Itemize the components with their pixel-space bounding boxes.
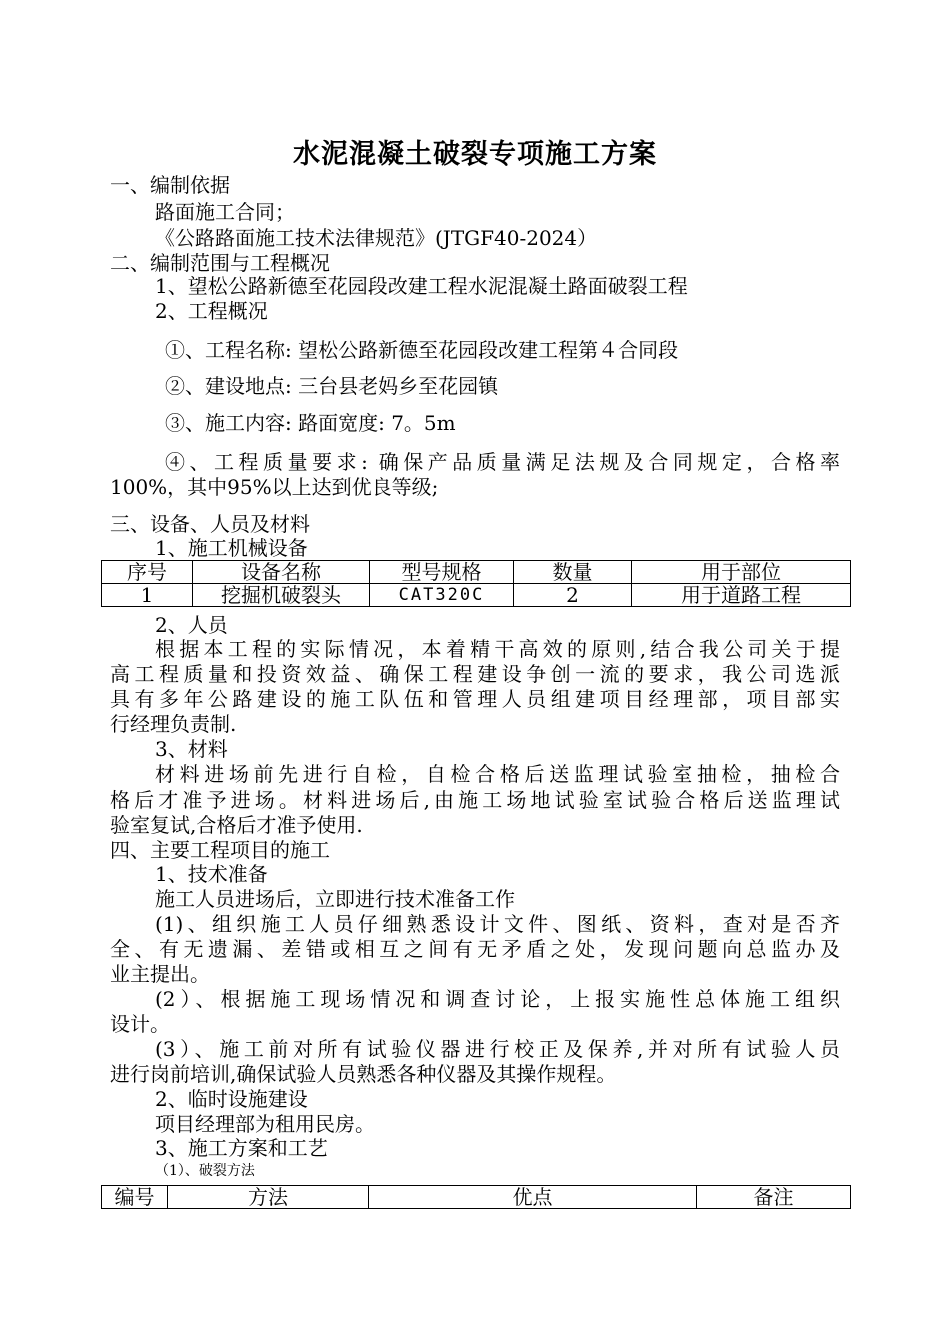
project-location: ②、建设地点: 三台县老妈乡至花园镇 xyxy=(165,374,499,398)
basis-item-1: 路面施工合同； xyxy=(155,200,295,224)
quality-requirement: ④、工程质量要求: 确保产品质量满足法规及合同规定，合格率 xyxy=(165,450,840,474)
tech-prep-item-1: (1)、组织施工人员仔细熟悉设计文件、图纸、资料，查对是否齐 xyxy=(155,912,840,936)
document-title: 水泥混凝土破裂专项施工方案 xyxy=(293,139,657,170)
header-cell: 设备名称 xyxy=(193,561,370,584)
header-cell: 备注 xyxy=(697,1186,851,1209)
tech-prep-item-1-cont: 业主提出。 xyxy=(110,962,210,986)
materials-paragraph-line: 验室复试,合格后才准予使用. xyxy=(110,813,363,837)
materials-subheading: 3、材料 xyxy=(155,737,228,761)
tech-prep-item-1-cont: 全、有无遗漏、差错或相互之间有无矛盾之处，发现问题向总监办及 xyxy=(110,937,840,961)
cell-quantity: 2 xyxy=(514,584,632,607)
personnel-paragraph-line: 根据本工程的实际情况，本着精干高效的原则,结合我公司关于提 xyxy=(155,637,840,661)
cell-equipment-name: 挖掘机破裂头 xyxy=(193,584,370,607)
table-row xyxy=(102,584,851,607)
cell-model: CAT320C xyxy=(370,584,514,607)
construction-content: ③、施工内容: 路面宽度: 7。5m xyxy=(165,411,456,435)
header-cell: 用于部位 xyxy=(632,561,851,584)
scheme-subheading: 3、施工方案和工艺 xyxy=(155,1136,328,1160)
project-name: ①、工程名称: 望松公路新德至花园段改建工程第４合同段 xyxy=(165,338,679,362)
header-cell: 方法 xyxy=(168,1186,369,1209)
tech-prep-paragraph: 施工人员进场后，立即进行技术准备工作 xyxy=(155,887,515,911)
temp-facility-subheading: 2、临时设施建设 xyxy=(155,1087,308,1111)
cell-usage: 用于道路工程 xyxy=(632,584,851,607)
header-cell: 编号 xyxy=(102,1186,168,1209)
personnel-subheading: 2、人员 xyxy=(155,613,228,637)
temp-facility-paragraph: 项目经理部为租用民房。 xyxy=(155,1112,375,1136)
method-table xyxy=(101,1185,851,1209)
table-header-row xyxy=(102,1186,851,1209)
scope-item-1: 1、望松公路新德至花园段改建工程水泥混凝土路面破裂工程 xyxy=(155,274,688,298)
tech-prep-subheading: 1、技术准备 xyxy=(155,862,268,886)
basis-item-2: 《公路路面施工技术法律规范》(JTGF40-2024） xyxy=(155,226,598,250)
header-cell: 序号 xyxy=(102,561,193,584)
quality-requirement-cont: 100%，其中95%以上达到优良等级; xyxy=(110,475,439,499)
personnel-paragraph-line: 具有多年公路建设的施工队伍和管理人员组建项目经理部，项目部实 xyxy=(110,687,840,711)
table-header-row xyxy=(102,561,851,584)
scope-item-2: 2、工程概况 xyxy=(155,299,268,323)
tech-prep-item-3-cont: 进行岗前培训,确保试验人员熟悉各种仪器及其操作规程。 xyxy=(110,1062,617,1086)
breaking-method-label: （1）、破裂方法 xyxy=(155,1163,255,1179)
tech-prep-item-3: (3）、施工前对所有试验仪器进行校正及保养,并对所有试验人员 xyxy=(155,1037,840,1061)
equipment-table xyxy=(101,560,851,607)
materials-paragraph-line: 格后才准予进场。材料进场后,由施工场地试验室试验合格后送监理试 xyxy=(110,788,840,812)
section-1-heading: 一、编制依据 xyxy=(110,173,230,197)
header-cell: 优点 xyxy=(369,1186,697,1209)
section-4-heading: 四、主要工程项目的施工 xyxy=(110,838,330,862)
equipment-subheading: 1、施工机械设备 xyxy=(155,536,308,560)
tech-prep-item-2: (2）、根据施工现场情况和调查讨论，上报实施性总体施工组织 xyxy=(155,987,840,1011)
tech-prep-item-2-cont: 设计。 xyxy=(110,1012,170,1036)
personnel-paragraph-line: 高工程质量和投资效益、确保工程建设争创一流的要求，我公司选派 xyxy=(110,662,840,686)
header-cell: 数量 xyxy=(514,561,632,584)
personnel-paragraph-line: 行经理负责制. xyxy=(110,712,237,736)
header-cell: 型号规格 xyxy=(370,561,514,584)
cell-index: 1 xyxy=(102,584,193,607)
materials-paragraph-line: 材料进场前先进行自检，自检合格后送监理试验室抽检，抽检合 xyxy=(155,762,840,786)
section-3-heading: 三、设备、人员及材料 xyxy=(110,512,310,536)
section-2-heading: 二、编制范围与工程概况 xyxy=(110,251,330,275)
